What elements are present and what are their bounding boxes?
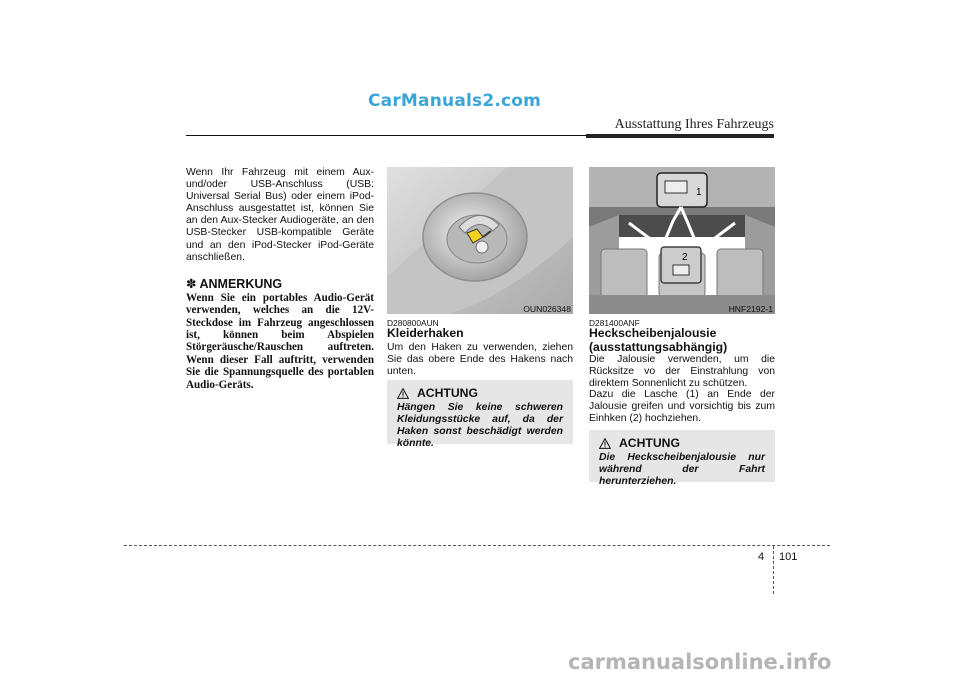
coat-hook-illustration — [387, 167, 573, 314]
intro-paragraph: Wenn Ihr Fahrzeug mit einem Aux- und/oder USB-Anschluss (USB: Universal Serial Bus) oder einem iPod-Anschluss ausgestattet ist, können Sie an den Aux-Stecker Audiogeräte, an den USB-Stecker USB-kompatible Geräte und an den iPod-Stecker iPod-Geräte anschließen. — [186, 167, 374, 263]
rear-shade-image — [589, 167, 775, 314]
chapter-number: 4 — [758, 551, 765, 563]
coat-hook-warning — [387, 380, 573, 449]
coat-hook-text: Um den Haken zu verwenden, ziehen Sie das obere Ende des Hakens nach unten. — [387, 342, 573, 377]
warning-triangle-icon — [397, 388, 409, 399]
coat-hook-warning-text: Hängen Sie keine schweren Kleidungsstücke auf, da der Haken sonst beschädigt werden könnte. — [397, 402, 563, 449]
footer-rule — [124, 545, 830, 546]
section-title: Ausstattung Ihres Fahrzeugs — [614, 117, 774, 132]
header-rule-accent — [586, 134, 774, 138]
rear-shade-text-2: Dazu die Lasche (1) an Ende der Jalousie greifen und vorsichtig bis zum Einhken (2) hochziehen. — [589, 389, 775, 424]
callout-2-text: 2 — [682, 252, 688, 263]
coat-hook-image-label: OUN026348 — [523, 304, 571, 314]
coat-hook-warning-title: ACHTUNG — [417, 386, 478, 400]
watermark-top: CarManuals2.com — [368, 91, 542, 111]
column-1 — [186, 167, 374, 391]
coat-hook-heading: Kleiderhaken — [387, 326, 464, 340]
rear-shade-heading-line1: Heckscheibenjalousie — [589, 326, 717, 340]
note-symbol-icon: ✽ — [186, 276, 197, 291]
rear-shade-heading — [589, 327, 775, 354]
rear-shade-image-label: HNF2192-1 — [728, 304, 773, 314]
rear-shade-illustration — [589, 167, 775, 314]
page-number: 101 — [779, 551, 798, 563]
note-text: Wenn Sie ein portables Audio-Gerät verwenden, welches an die 12V-Steckdose im Fahrzeug angeschlossen ist, können beim Abspielen Störgeräusche/Rauschen auftreten. Wenn dieser Fall auftritt, verwenden Sie die Spannungsquelle des portablen Audio-Geräts. — [186, 291, 374, 391]
coat-hook-code: D280800AUN — [387, 318, 439, 328]
rear-shade-code: D281400ANF — [589, 318, 640, 328]
rear-shade-heading-line2: (ausstattungsabhängig) — [589, 339, 728, 354]
watermark-bottom: carmanualsonline.info — [568, 650, 832, 674]
footer-vertical-rule — [773, 546, 774, 594]
coat-hook-image — [387, 167, 573, 314]
callout-1-text: 1 — [696, 187, 702, 198]
rear-shade-text-1: Die Jalousie verwenden, um die Rücksitze vo der Einstrahlung von direktem Sonnenlicht zu schützen. — [589, 354, 775, 389]
note-heading — [186, 276, 374, 291]
rear-shade-warning — [589, 430, 775, 487]
rear-shade-warning-text: Die Heckscheibenjalousie nur während der Fahrt herunterziehen. — [599, 452, 765, 487]
note-title: ANMERKUNG — [199, 276, 283, 291]
warning-triangle-icon — [599, 438, 611, 449]
rear-shade-warning-title: ACHTUNG — [619, 436, 680, 450]
